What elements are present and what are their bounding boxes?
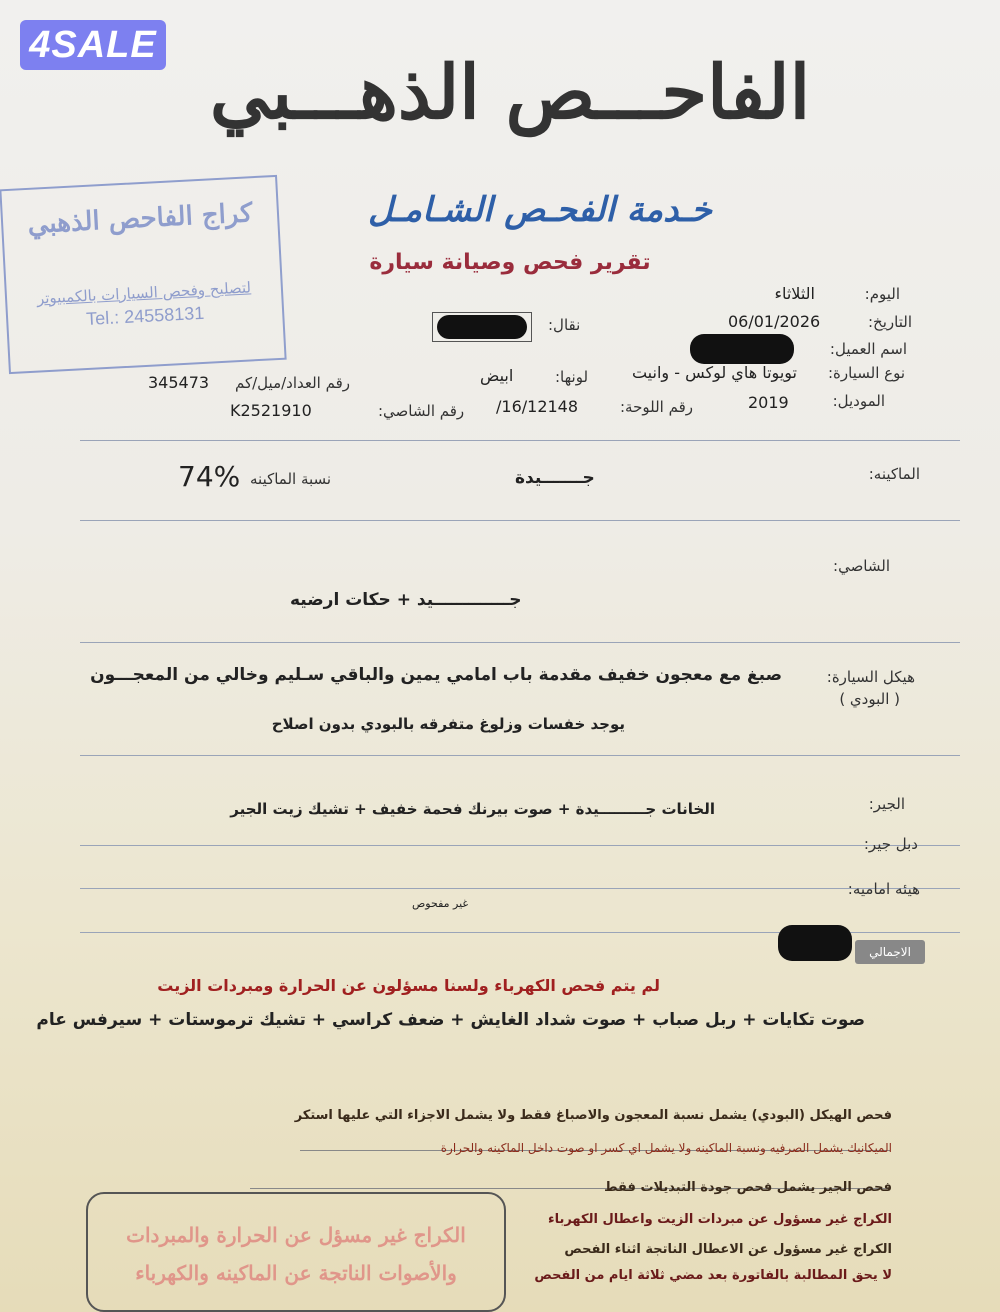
disclaimer: الميكانيك يشمل الصرفيه ونسبة الماكينه ولا يشمل اي كسر او صوت داخل الماكينه والحرارة xyxy=(440,1141,892,1155)
gear-value: الخانات جـــــــــيدة + صوت بيرنك فحمة خفيف + تشيك زيت الجير xyxy=(230,800,715,818)
disclaimer: فحص الجير يشمل فحص جودة التبديلات فقط xyxy=(604,1180,892,1195)
document-subtitle: خـدمة الفحـص الشـامـل xyxy=(368,190,712,230)
disclaimer: الكراج غير مسؤول عن مبردات الزيت واعطال الكهرباء xyxy=(547,1212,892,1227)
odometer-value: 345473 xyxy=(148,373,210,392)
body-note-1: صبغ مع معجون خفيف مقدمة باب امامي يمين والباقي سـليم وخالي من المعجـــون xyxy=(90,665,782,685)
gear-label: الجير: xyxy=(868,795,905,813)
mobile-field xyxy=(432,312,532,342)
chassis-label: الشاصي: xyxy=(833,557,890,575)
document-title: الفاحـــص الذهـــبي xyxy=(209,50,811,136)
chassis-no-value: K2521910 xyxy=(230,401,312,420)
disclaimer: فحص الهيكل (البودي) يشمل نسبة المعجون والاصباغ فقط ولا يشمل الاجزاء التي عليها استكر xyxy=(294,1108,892,1123)
total-redaction xyxy=(778,925,852,961)
plate-label: رقم اللوحة: xyxy=(620,398,693,416)
engine-pct-label: نسبة الماكينه xyxy=(250,470,332,488)
stamp-name: كراج الفاحص الذهبي xyxy=(26,198,254,240)
watermark-logo: 4SALE xyxy=(20,20,166,70)
redaction xyxy=(437,315,527,339)
mobile-label: نقال: xyxy=(548,316,581,334)
body-label: هيكل السيارة: xyxy=(826,668,915,686)
front-label: هيئه اماميه: xyxy=(847,880,920,898)
model-value: 2019 xyxy=(748,393,789,412)
notice-line-2: والأصوات الناتجة عن الماكينه والكهرباء xyxy=(135,1261,457,1285)
report-title: تقرير فحص وصيانة سيارة xyxy=(369,250,651,275)
odometer-label: رقم العداد/ميل/كم xyxy=(235,374,351,392)
divider xyxy=(80,888,960,889)
day-value: الثلاثاء xyxy=(774,284,815,303)
model-label: الموديل: xyxy=(832,392,885,410)
date-value: 06/01/2026 xyxy=(728,312,821,331)
front-value: غير مفحوص xyxy=(412,897,469,910)
plate-value: /16/12148 xyxy=(496,397,579,416)
summary-text: صوت تكايات + ربل صباب + صوت شداد الغايش + ضعف كراسي + تشيك ترموستات + سيرفس عام xyxy=(36,1010,865,1030)
divider xyxy=(80,520,960,521)
total-badge: الاجمالي xyxy=(855,940,925,964)
color-label: لونها: xyxy=(555,368,589,386)
divider xyxy=(80,755,960,756)
garage-stamp xyxy=(0,175,287,374)
disclaimer: لا يحق المطالبة بالفاتورة بعد مضي ثلاثة ايام من الفحص xyxy=(534,1268,892,1283)
customer-redaction xyxy=(690,334,794,364)
body-label-2: ( البودي ) xyxy=(839,690,900,708)
chassis-no-label: رقم الشاصي: xyxy=(378,402,465,420)
day-label: اليوم: xyxy=(864,285,900,303)
notice-line-1: الكراج غير مسؤل عن الحرارة والمبردات xyxy=(126,1223,466,1247)
car-type-value: تويوتا هاي لوكس - وانيت xyxy=(631,363,797,382)
stamp-phone: Tel.: 24558131 xyxy=(85,302,205,330)
engine-pct-value: 74% xyxy=(178,460,241,493)
body-note-2: يوجد خفسات وزلوغ متفرقه بالبودي بدون اصلاح xyxy=(271,715,625,733)
engine-label: الماكينه: xyxy=(868,465,920,483)
divider xyxy=(80,845,960,846)
notice-box xyxy=(86,1192,506,1312)
chassis-value: جـــــــــــــيد + حكات ارضيه xyxy=(290,590,522,610)
date-label: التاريخ: xyxy=(868,313,912,331)
divider xyxy=(80,440,960,441)
divider xyxy=(80,642,960,643)
color-value: ابيض xyxy=(480,366,514,385)
double-gear-label: دبل جير: xyxy=(863,835,918,853)
warning-text: لم يتم فحص الكهرباء ولسنا مسؤلون عن الحرارة ومبردات الزيت xyxy=(157,976,660,995)
engine-value: جـــــــيدة xyxy=(515,468,595,488)
car-type-label: نوع السيارة: xyxy=(827,364,905,382)
customer-label: اسم العميل: xyxy=(829,340,907,358)
disclaimer: الكراج غير مسؤول عن الاعطال الناتجة اثناء الفحص xyxy=(564,1242,892,1257)
stamp-service: لتصليح وفحص السيارات بالكمبيوتر xyxy=(36,278,252,308)
